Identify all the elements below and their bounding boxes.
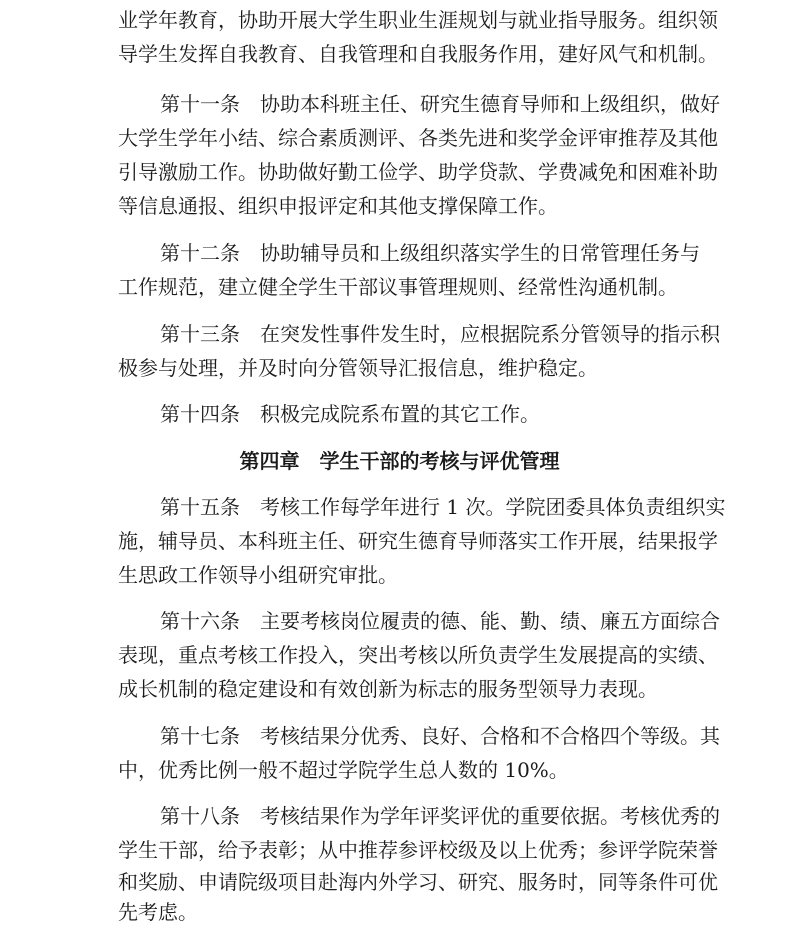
article-15-line-1: 第十五条 考核工作每学年进行 1 次。学院团委具体负责组织实 bbox=[160, 495, 726, 519]
article-12-line-1: 第十二条 协助辅导员和上级组织落实学生的日常管理任务与 bbox=[160, 241, 700, 265]
article-18-line-2: 学生干部，给予表彰；从中推荐参评校级及以上优秀；参评学院荣誉 bbox=[118, 838, 718, 862]
article-18-line-1: 第十八条 考核结果作为学年评奖评优的重要依据。考核优秀的 bbox=[160, 804, 720, 828]
article-13-line-1: 第十三条 在突发性事件发生时，应根据院系分管领导的指示积 bbox=[160, 322, 720, 346]
chapter-heading: 第四章 学生干部的考核与评优管理 bbox=[239, 449, 560, 473]
article-11-line-3: 引导激励工作。协助做好勤工俭学、助学贷款、学费减免和困难补助 bbox=[118, 160, 718, 184]
article-16-line-2: 表现，重点考核工作投入，突出考核以所负责学生发展提高的实绩、 bbox=[118, 643, 718, 667]
article-11-line-4: 等信息通报、组织申报评定和其他支撑保障工作。 bbox=[118, 194, 558, 218]
intro-line-2: 导学生发挥自我教育、自我管理和自我服务作用，建好风气和机制。 bbox=[118, 42, 718, 66]
article-15-line-2: 施，辅导员、本科班主任、研究生德育导师落实工作开展，结果报学 bbox=[118, 529, 718, 553]
article-16-line-3: 成长机制的稳定建设和有效创新为标志的服务型领导力表现。 bbox=[118, 677, 658, 701]
article-18-line-3: 和奖励、申请院级项目赴海内外学习、研究、服务时，同等条件可优 bbox=[118, 870, 718, 894]
article-17-line-2: 中，优秀比例一般不超过学院学生总人数的 10%。 bbox=[118, 758, 569, 782]
article-11-line-2: 大学生学年小结、综合素质测评、各类先进和奖学金评审推荐及其他 bbox=[118, 126, 718, 150]
article-17-line-1: 第十七条 考核结果分优秀、良好、合格和不合格四个等级。其 bbox=[160, 724, 720, 748]
article-12-line-2: 工作规范，建立健全学生干部议事管理规则、经常性沟通机制。 bbox=[118, 275, 678, 299]
intro-line-1: 业学年教育，协助开展大学生职业生涯规划与就业指导服务。组织领 bbox=[118, 8, 718, 32]
article-13-line-2: 极参与处理，并及时向分管领导汇报信息，维护稳定。 bbox=[118, 356, 598, 380]
article-14-line-1: 第十四条 积极完成院系布置的其它工作。 bbox=[160, 402, 540, 426]
article-16-line-1: 第十六条 主要考核岗位履责的德、能、勤、绩、廉五方面综合 bbox=[160, 609, 720, 633]
article-11-line-1: 第十一条 协助本科班主任、研究生德育导师和上级组织，做好 bbox=[160, 92, 720, 116]
article-18-line-4: 先考虑。 bbox=[118, 900, 198, 924]
article-15-line-3: 生思政工作领导小组研究审批。 bbox=[118, 563, 398, 587]
